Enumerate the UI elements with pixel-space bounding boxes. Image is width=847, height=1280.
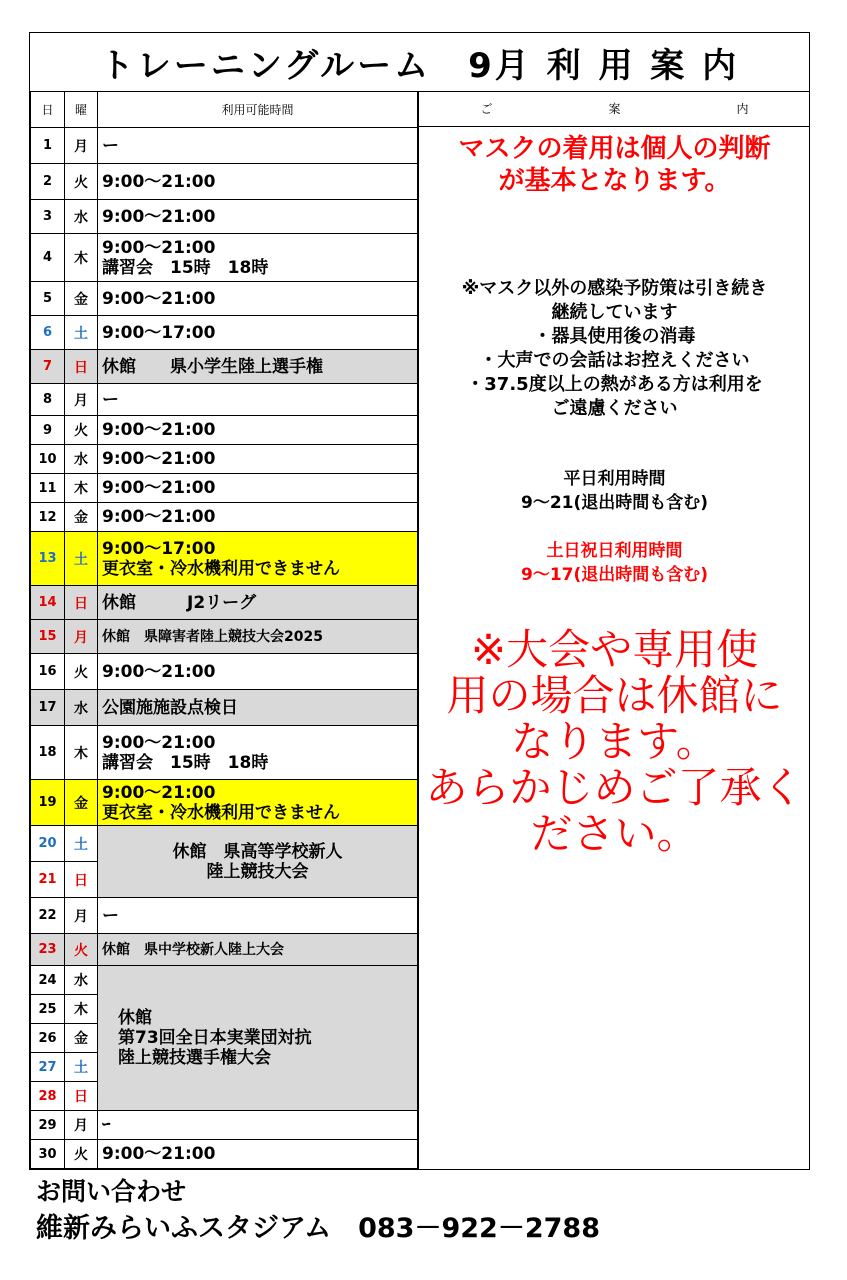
- hours-cell: 公園施施設点検日: [98, 690, 418, 726]
- merged-line: 陸上競技選手権大会: [118, 1048, 271, 1068]
- hours-cell: 休館 県小学生陸上選手権: [98, 350, 418, 384]
- header-day: 日: [31, 92, 65, 128]
- day-cell: 11: [31, 474, 65, 503]
- hours-cell: 9:00～17:00: [98, 316, 418, 350]
- weekday-cell: 日: [65, 1082, 98, 1111]
- hours-cell: [98, 234, 418, 282]
- table-row: [31, 350, 418, 384]
- day-cell: 2: [31, 164, 65, 200]
- weekday-cell: 木: [65, 726, 98, 780]
- guide-header: ご 案 内: [419, 91, 810, 127]
- weekend-hours-title: 土日祝日利用時間: [546, 541, 683, 561]
- weekday-cell: 火: [65, 416, 98, 445]
- day-cell: 29: [31, 1111, 65, 1140]
- table-row: [31, 586, 418, 620]
- hours-cell: 9:00～21:00: [98, 474, 418, 503]
- merged-line: 休館: [118, 1008, 152, 1028]
- header-hours: 利用可能時間: [98, 92, 418, 128]
- closure-line: ※大会や専用使: [470, 625, 759, 674]
- weekday-cell: 水: [65, 200, 98, 234]
- weekday-cell: 水: [65, 445, 98, 474]
- closure-notice: [419, 627, 810, 857]
- hours-cell: ｰ: [98, 1111, 418, 1140]
- table-row: [31, 416, 418, 445]
- day-cell: 24: [31, 966, 65, 995]
- day-cell: 26: [31, 1024, 65, 1053]
- day-cell: 30: [31, 1140, 65, 1169]
- table-row: [31, 966, 418, 995]
- weekday-cell: 月: [65, 898, 98, 934]
- note-line: ・37.5度以上の熱がある方は利用を: [466, 374, 763, 395]
- table-row: [31, 164, 418, 200]
- note-line: 継続しています: [551, 302, 678, 323]
- weekday-cell: 金: [65, 1024, 98, 1053]
- hours-cell-merged: [98, 966, 418, 1111]
- table-row: [31, 445, 418, 474]
- table-row: [31, 934, 418, 966]
- hours-cell: 9:00～21:00: [98, 282, 418, 316]
- table-row: [31, 503, 418, 532]
- hours-cell: ー: [98, 384, 418, 416]
- hours-cell: [98, 726, 418, 780]
- weekday-cell: 水: [65, 966, 98, 995]
- day-cell: 18: [31, 726, 65, 780]
- table-row: [31, 780, 418, 826]
- day-cell: 3: [31, 200, 65, 234]
- weekday-cell: 土: [65, 316, 98, 350]
- weekday-cell: 月: [65, 384, 98, 416]
- day-cell: 5: [31, 282, 65, 316]
- schedule-table: [30, 91, 418, 1169]
- guide-panel: [418, 91, 810, 1169]
- weekday-cell: 金: [65, 503, 98, 532]
- day-cell: 23: [31, 934, 65, 966]
- day-cell: 13: [31, 532, 65, 586]
- note-line: ・大声での会話はお控えください: [479, 350, 750, 371]
- day-cell: 21: [31, 862, 65, 898]
- table-row: [31, 826, 418, 862]
- mask-notice: [419, 133, 810, 197]
- weekend-hours: [419, 539, 810, 587]
- day-cell: 19: [31, 780, 65, 826]
- hours-line: 9:00～21:00: [102, 782, 216, 803]
- weekday-cell: 金: [65, 780, 98, 826]
- weekend-hours-value: 9～17(退出時間も含む): [520, 565, 709, 585]
- table-row: [31, 690, 418, 726]
- weekday-cell: 月: [65, 620, 98, 654]
- hours-cell: [98, 780, 418, 826]
- closure-line: 用の場合は休館に: [446, 671, 783, 720]
- contact-line: 維新みらいふスタジアム 083－922－2788: [36, 1213, 600, 1244]
- hours-cell: 9:00～21:00: [98, 503, 418, 532]
- hours-line: 9:00～17:00: [102, 538, 216, 559]
- mask-line: マスクの着用は個人の判断: [458, 134, 771, 164]
- table-row: [31, 620, 418, 654]
- day-cell: 6: [31, 316, 65, 350]
- table-row: [31, 200, 418, 234]
- hours-note: 講習会 15時 18時: [102, 257, 269, 278]
- weekday-hours-value: 9～21(退出時間も含む): [520, 493, 709, 513]
- weekday-cell: 木: [65, 234, 98, 282]
- day-cell: 9: [31, 416, 65, 445]
- day-cell: 4: [31, 234, 65, 282]
- day-cell: 17: [31, 690, 65, 726]
- note-line: ご遠慮ください: [551, 398, 678, 419]
- weekday-cell: 火: [65, 1140, 98, 1169]
- day-cell: 22: [31, 898, 65, 934]
- table-row: [31, 128, 418, 164]
- weekday-hours-title: 平日利用時間: [563, 469, 666, 489]
- schedule-sheet: [29, 32, 810, 1170]
- table-row: [31, 654, 418, 690]
- hours-cell: 9:00～21:00: [98, 445, 418, 474]
- table-header-row: [31, 92, 418, 128]
- weekday-cell: 土: [65, 826, 98, 862]
- hours-cell: ー: [98, 898, 418, 934]
- hours-cell: 9:00～21:00: [98, 654, 418, 690]
- page-title: トレーニングルーム 9月 利 用 案 内: [30, 33, 809, 92]
- hours-cell: 休館 県障害者陸上競技大会2025: [98, 620, 418, 654]
- hours-line: 9:00～21:00: [102, 732, 216, 753]
- day-cell: 12: [31, 503, 65, 532]
- hours-cell: [98, 532, 418, 586]
- hours-cell: 9:00～21:00: [98, 1140, 418, 1169]
- note-line: ・器具使用後の消毒: [533, 326, 696, 347]
- table-row: [31, 474, 418, 503]
- day-cell: 25: [31, 995, 65, 1024]
- merged-line: 第73回全日本実業団対抗: [118, 1028, 312, 1048]
- hours-cell: ー: [98, 128, 418, 164]
- table-row: [31, 316, 418, 350]
- hours-cell: 休館 J2リーグ: [98, 586, 418, 620]
- weekday-cell: 金: [65, 282, 98, 316]
- hours-note: 更衣室・冷水機利用できません: [102, 558, 340, 579]
- table-row: [31, 282, 418, 316]
- hours-cell: 休館 県中学校新人陸上大会: [98, 934, 418, 966]
- hours-line: 9:00～21:00: [102, 237, 216, 258]
- weekday-cell: 月: [65, 1111, 98, 1140]
- weekday-cell: 火: [65, 934, 98, 966]
- weekday-cell: 月: [65, 128, 98, 164]
- day-cell: 10: [31, 445, 65, 474]
- prevention-notes: [419, 277, 810, 421]
- closure-line: ださい。: [530, 809, 699, 858]
- weekday-cell: 木: [65, 995, 98, 1024]
- day-cell: 1: [31, 128, 65, 164]
- weekday-cell: 火: [65, 164, 98, 200]
- day-cell: 28: [31, 1082, 65, 1111]
- note-line: ※マスク以外の感染予防策は引き続き: [461, 278, 768, 299]
- weekday-cell: 日: [65, 586, 98, 620]
- day-cell: 15: [31, 620, 65, 654]
- inquiry-label: お問い合わせ: [36, 1177, 187, 1206]
- weekday-cell: 木: [65, 474, 98, 503]
- weekday-cell: 土: [65, 1053, 98, 1082]
- table-row: [31, 898, 418, 934]
- hours-cell: 9:00～21:00: [98, 164, 418, 200]
- day-cell: 14: [31, 586, 65, 620]
- header-weekday: 曜: [65, 92, 98, 128]
- closure-line: あらかじめご了承く: [425, 763, 804, 812]
- weekday-cell: 日: [65, 350, 98, 384]
- hours-cell: 9:00～21:00: [98, 416, 418, 445]
- weekday-cell: 土: [65, 532, 98, 586]
- merged-line: 陸上競技大会: [206, 861, 309, 882]
- weekday-cell: 火: [65, 654, 98, 690]
- table-row: [31, 1111, 418, 1140]
- day-cell: 16: [31, 654, 65, 690]
- weekday-cell: 日: [65, 862, 98, 898]
- hours-cell: 9:00～21:00: [98, 200, 418, 234]
- table-row: [31, 726, 418, 780]
- table-row: [31, 1140, 418, 1169]
- hours-cell-merged: [98, 826, 418, 898]
- day-cell: 20: [31, 826, 65, 862]
- merged-line: 休館 県高等学校新人: [172, 841, 343, 862]
- mask-line: が基本となります。: [498, 166, 731, 196]
- weekday-hours: [419, 467, 810, 515]
- weekday-cell: 水: [65, 690, 98, 726]
- closure-line: なります。: [511, 717, 718, 766]
- day-cell: 7: [31, 350, 65, 384]
- day-cell: 8: [31, 384, 65, 416]
- day-cell: 27: [31, 1053, 65, 1082]
- table-row: [31, 384, 418, 416]
- table-row: [31, 234, 418, 282]
- hours-note: 更衣室・冷水機利用できません: [102, 802, 340, 823]
- hours-note: 講習会 15時 18時: [102, 752, 269, 773]
- table-row: [31, 532, 418, 586]
